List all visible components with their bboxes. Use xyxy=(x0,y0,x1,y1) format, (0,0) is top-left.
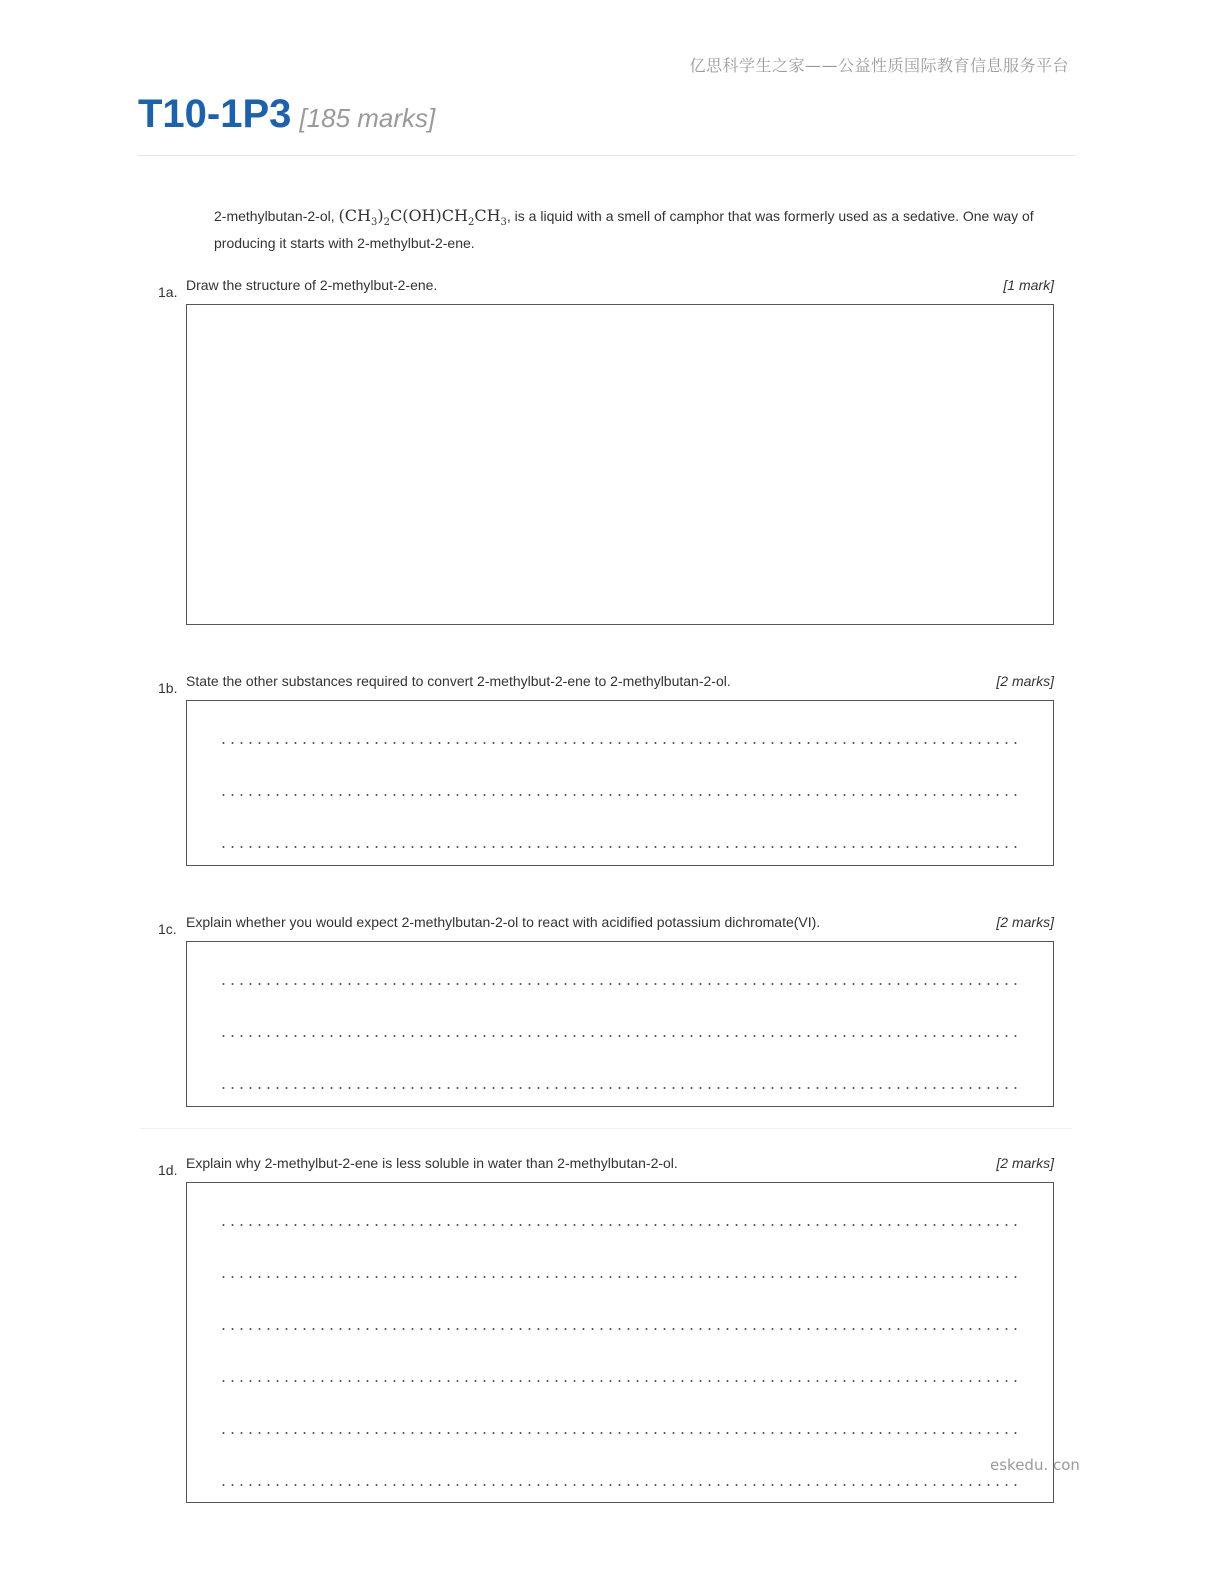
question-marks: [2 marks] xyxy=(996,673,1054,689)
answer-line[interactable] xyxy=(219,794,1017,796)
answer-line[interactable] xyxy=(219,1432,1017,1434)
question-number: 1b. xyxy=(158,680,178,696)
question-text: State the other substances required to convert 2-methylbut-2-ene to 2-methylbutan-2-ol. xyxy=(186,673,731,689)
stem-text-after: , is a liquid with a smell of camphor that was formerly used as a sedative. One way of producing it starts with 2-methylbut-2-ene. xyxy=(214,208,1034,252)
page-title: T10-1P3 xyxy=(138,92,292,136)
answer-box[interactable] xyxy=(186,941,1054,1107)
question-number: 1a. xyxy=(158,284,178,300)
divider xyxy=(140,1128,1072,1129)
answer-line[interactable] xyxy=(219,1035,1017,1037)
answer-line[interactable] xyxy=(219,1380,1017,1382)
drawing-answer-box[interactable] xyxy=(186,304,1054,625)
question-text: Explain whether you would expect 2-methylbutan-2-ol to react with acidified potassium dichromate(VI). xyxy=(186,914,821,930)
question-text: Draw the structure of 2-methylbut-2-ene. xyxy=(186,277,438,293)
watermark-bottom: eskedu. con xyxy=(990,1456,1080,1474)
page-header xyxy=(138,92,1075,156)
watermark-top: 亿思科学生之家——公益性质国际教育信息服务平台 xyxy=(689,56,1069,75)
answer-box[interactable] xyxy=(186,700,1054,866)
answer-line[interactable] xyxy=(219,1224,1017,1226)
question-number: 1c. xyxy=(158,921,177,937)
answer-line[interactable] xyxy=(219,983,1017,985)
answer-line[interactable] xyxy=(219,1276,1017,1278)
answer-line[interactable] xyxy=(219,846,1017,848)
answer-box[interactable] xyxy=(186,1182,1054,1503)
answer-line[interactable] xyxy=(219,742,1017,744)
stem-text-before: 2-methylbutan-2-ol, xyxy=(214,208,339,224)
total-marks: [185 marks] xyxy=(299,103,436,133)
question-marks: [1 mark] xyxy=(1003,277,1054,293)
answer-line[interactable] xyxy=(219,1328,1017,1330)
answer-line[interactable] xyxy=(219,1484,1017,1486)
question-marks: [2 marks] xyxy=(996,914,1054,930)
chemical-formula: $(CH_3)_2C(OH)CH_2CH_3$ xyxy=(338,206,507,229)
question-number: 1d. xyxy=(158,1162,178,1178)
question-text: Explain why 2-methylbut-2-ene is less soluble in water than 2-methylbutan-2-ol. xyxy=(186,1155,678,1171)
question-marks: [2 marks] xyxy=(996,1155,1054,1171)
question-stem xyxy=(214,206,1044,253)
answer-line[interactable] xyxy=(219,1087,1017,1089)
